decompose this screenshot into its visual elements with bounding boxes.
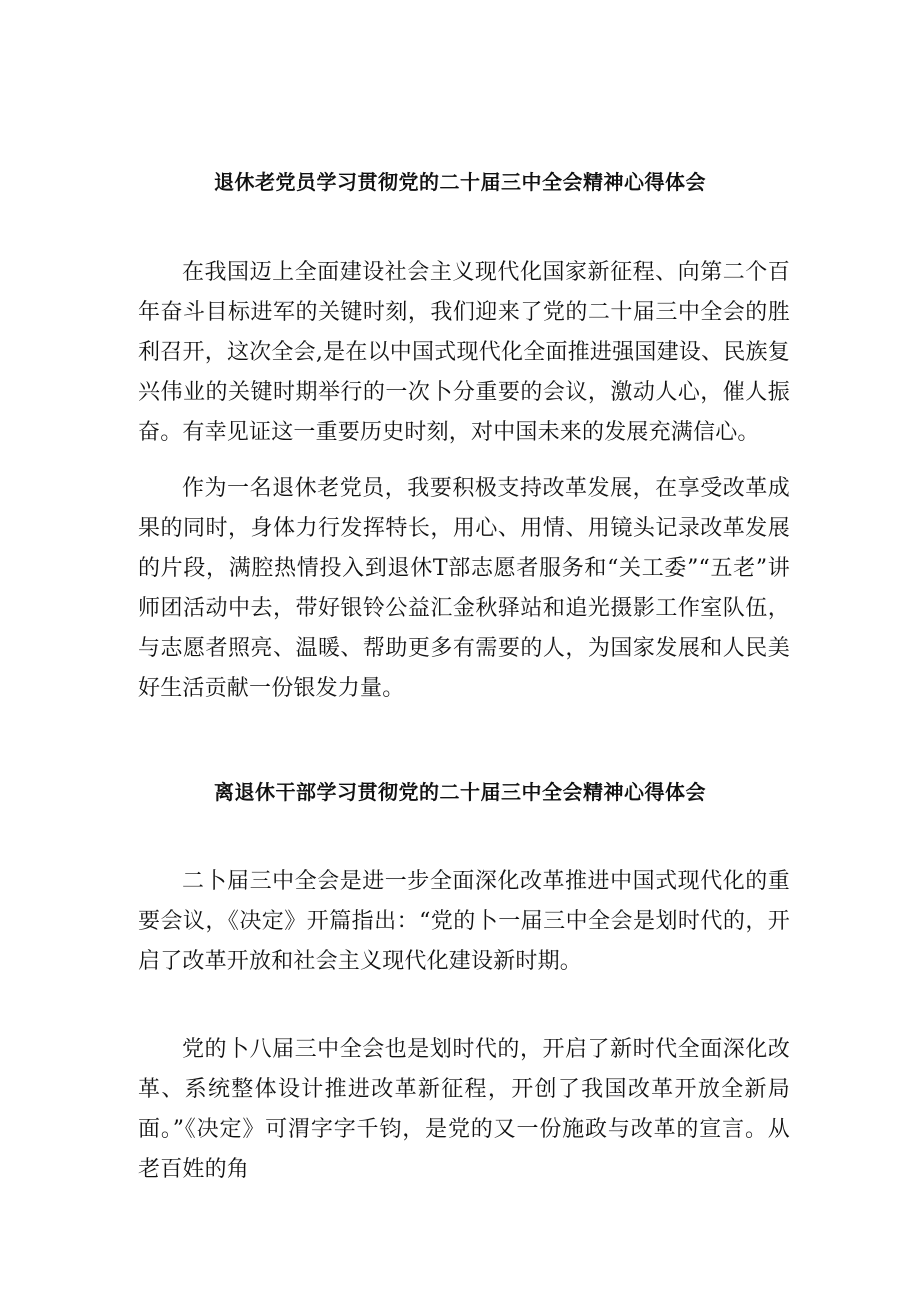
body-paragraph: 在我国迈上全面建设社会主义现代化国家新征程、向第二个百年奋斗目标进军的关键时刻，我们迎来了党的二十届三中全会的胜利召开，这次全会,是在以中国式现代化全面推进强国建设、民族复兴伟业的关键时期举行的一次卜分重要的会议，激动人心，催人振奋。有幸见证这一重要历史时刻，对中国未来的发展充满信心。 — [138, 260, 790, 445]
body-paragraph: 党的卜八届三中全会也是划时代的，开启了新时代全面深化改革、系统整体设计推进改革新征程，开创了我国改革开放全新局面。”《决定》可渭字字千钧，是党的又一份施政与改革的宣言。从老百姓的角 — [138, 1037, 790, 1182]
body-paragraph: 二卜届三中全会是进一步全面深化改革推进中国式现代化的重要会议，《决定》开篇指出：“党的卜一届三中全会是划时代的，开启了改革开放和社会主义现代化建设新时期。 — [138, 869, 790, 974]
body-paragraph: 作为一名退休老党员，我要积极支持改革发展，在享受改革成果的同时，身体力行发挥特长，用心、用情、用镜头记录改革发展的片段，满腔热情投入到退休T部志愿者服务和“关工委”“五老”讲师团活动中去，带好银铃公益汇金秋驿站和追光摄影工作室队伍，与志愿者照亮、温暖、帮助更多有需要的人，为国家发展和人民美好生活贡献一份银发力量。 — [138, 476, 790, 701]
section-title: 退休老党员学习贯彻党的二十届三中全会精神心得体会 — [214, 170, 706, 194]
section-title: 离退休干部学习贯彻党的二十届三中全会精神心得体会 — [214, 780, 706, 804]
